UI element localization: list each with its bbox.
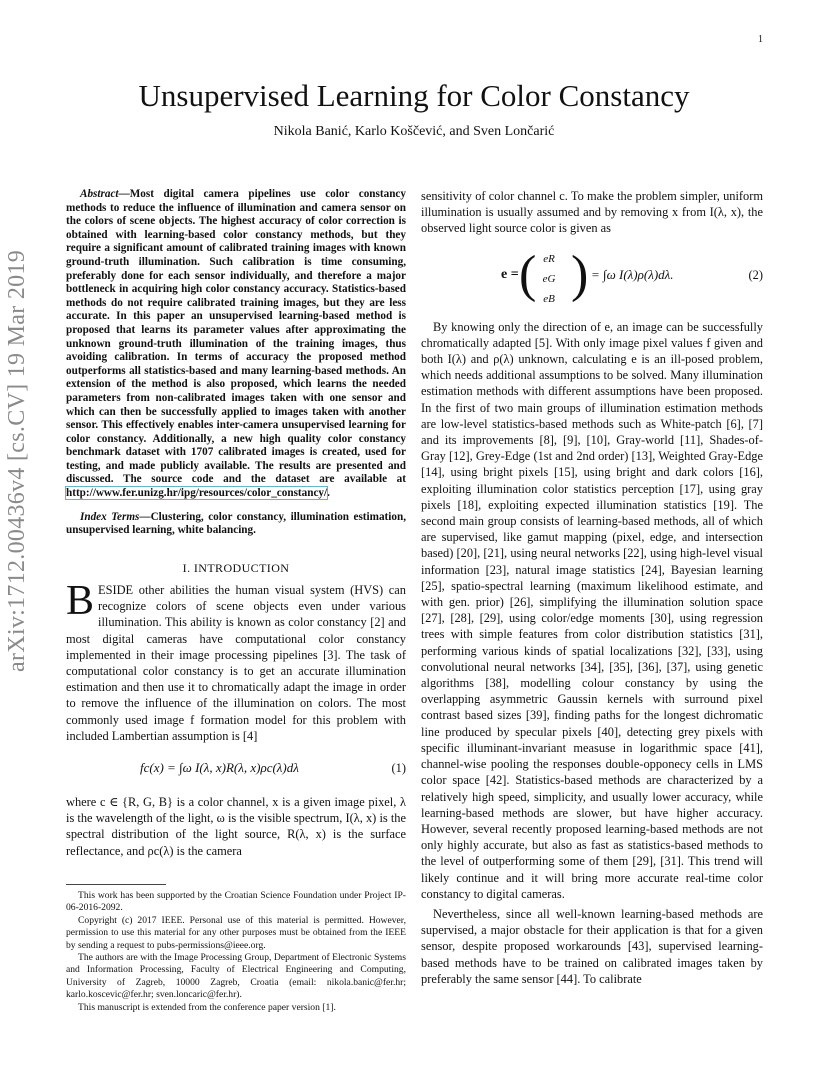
footnotes [66,890,406,1014]
footnote-funding: This work has been supported by the Croatian Science Foundation under Project IP-06-2016-2092. [66,890,406,914]
intro-paragraph-1 [66,578,406,744]
page-number: 1 [758,34,763,45]
vector-entry-r: eR [543,252,555,265]
index-terms-text: —Clustering, color constancy, illumination estimation, unsupervised learning, white balancing. [66,510,406,537]
vector-entry-g: eG [542,272,556,285]
intro-paragraph-2: where c ∈ {R, G, B} is a color channel, x is a given image pixel, λ is the wavelength of the light, ω is the visible spectrum, I(λ, x) is the spectral distribution of the light source, R(λ, x) is the surface reflectance, and ρc(λ) is the camera [66,795,406,858]
index-terms [66,511,406,538]
equation-2-vector [527,249,571,309]
footnote-affiliation: The authors are with the Image Processing Group, Department of Electronic Systems and Information Processing, Faculty of Electrical Engineering and Computing, University of Zagreb, 10000 Zagreb, Croatia (email: nikola.banic@fer.hr; karlo.koscevic@fer.hr; sven.loncaric@fer.hr). [66,952,406,1001]
abstract-end: . [327,487,330,500]
arxiv-stamp: arXiv:1712.00436v4 [cs.CV] 19 Mar 2019 [4,249,30,672]
equation-2-rhs: = ∫ω I(λ)ρ(λ)dλ. [591,266,674,282]
footnote-extension: This manuscript is extended from the conference paper version [1]. [78,1001,336,1013]
equation-1-number: (1) [391,761,406,776]
paper-authors: Nikola Banić, Karlo Koščević, and Sven Lončarić [273,124,555,139]
right-paragraph-1: By knowing only the direction of e, an image can be successfully chromatically adapted [5]. With only image pixel values f given and both I(λ) and ρ(λ) unknown, calculating e is an ill-posed problem, which needs additional assumptions to be solved. Many illumination estimation methods with different assumptions have been proposed. In the first of two main groups of illumination estimation methods are low-level statistics-based methods such as White-patch [6], [7] and its improvements [8], [9], [10], Gray-world [11], Shades-of-Gray [12], Grey-Edge (1st and 2nd order) [13], Weighted Gray-Edge [14], using bright pixels [15], using bright and dark colors [16], exploiting illumination color statistics perception [17], using gray pixels [18], exploiting expected illumination statistics [19]. The second main group consists of learning-based methods, all of which are supervised, like gamut mapping (pixel, edge, and intersection based) [20], [21], using neural networks [22], using high-level visual information [23], natural image statistics [24], Bayesian learning [25], spatio-spectral learning (maximum likelihood estimate, and with gen. prior) [26], simplifying the illumination solution space [27], [28], [29], using color/edge moments [30], using regression trees with simple features from color distribution statistics [31], performing various kinds of spatial localizations [32], [33], using convolutional neural networks [34], [35], [36], [37], using genetic algorithms [38], modelling colour constancy by using the overlapping asymmetric Gaussin kernels with surround pixel contrast based sizes [39], finding paths for the longest dichromatic line produced by specular pixels [40], detecting grey pixels with specific illuminant-invariant measuse in logarithmic space [41], channel-wise pooling the responses double-opponecy cells in LMS color space [42]. Statistics-based methods are characterized by a relatively high speed, simplicity, and usually lower accuracy, while learning-based methods are slower, but have higher accuracy. However, several recently proposed learning-based methods are not only highly accurate, but also as fast as statistics-based methods to the level of outperforming some of them [29], [31]. This trend will likely continue and it will bring more accurate real-time color constancy to digital cameras. [421,319,763,901]
right-paragraph-2: Nevertheless, since all well-known learning-based methods are supervised, a major obstacle for their application is that for a given sensor, despite proposed workarounds [43], supervised learning-based methods have to be trained on calibrated images taken by preferably the same sensor [44]. To calibrate [421,906,763,986]
drop-cap: B [66,578,95,625]
footnote-copyright: Copyright (c) 2017 IEEE. Personal use of this material is permitted. However, permission to use this material for any other purposes must be obtained from the IEEE by sending a request to pubs-permissions@ieee.org. [66,914,406,951]
abstract-text: —Most digital camera pipelines use color constancy methods to reduce the influence of illumination and camera sensor on the colors of scene objects. The highest accuracy of color correction is obtained with learning-based color constancy methods, but they require a significant amount of calibrated training images with known ground-truth illumination. Such calibration is time consuming, preferably done for each sensor individually, and therefore a major bottleneck in acquiring high color constancy accuracy. Statistics-based methods do not require calibrated training images, but they are less accurate. In this paper an unsupervised learning-based method is proposed that learns its parameter values after approximating the unknown ground-truth illumination of the training images, thus avoiding calibration. In terms of accuracy the proposed method outperforms all statistics-based and many learning-based methods. An extension of the method is also proposed, which learns the needed parameters from non-calibrated images taken with one sensor and which can then be successfully applied to images taken with another sensor. This effectively enables inter-camera unsupervised learning for color constancy. Additionally, a new high quality color constancy benchmark dataset with 1707 calibrated images is created, used for testing, and made publicly available. The results are presented and discussed. The source code and the dataset are available at [66,188,406,486]
equation-2-lhs: e = [501,266,519,282]
dataset-link[interactable]: http://www.fer.unizg.hr/ipg/resources/color_constancy/ [66,487,328,500]
equation-2-number: (2) [748,267,763,282]
equation-2 [421,245,763,311]
abstract [66,188,406,501]
left-column [66,188,406,859]
paper-title: Unsupervised Learning for Color Constancy [138,78,690,113]
section-heading: I. INTRODUCTION [182,560,290,575]
right-paragraph-0: sensitivity of color channel c. To make the problem simpler, uniform illumination is usually assumed and by removing x from I(λ, x), the observed light source color is given as [421,189,763,236]
footnote-rule [66,884,166,885]
vector-entry-b: eB [543,292,555,305]
intro-p1-text: ESIDE other abilities the human visual system (HVS) can recognize colors of scene objects even under various illumination. This ability is known as color constancy [2] and most digital cameras have computational color constancy implemented in their image processing pipelines [3]. The task of computational color constancy is to get an accurate illumination estimation and then use it to chromatically adapt the image in order to remove the influence of the illumination on colors. The most commonly used image f formation model for this problem with included Lambertian assumption is [4] [66,583,406,743]
right-paren: ) [571,245,589,303]
left-paren: ( [519,245,537,303]
abstract-label: Abstract [80,188,119,200]
index-terms-label: Index Terms [80,510,140,523]
equation-1 [66,752,406,786]
equation-1-expression: fc(x) = ∫ω I(λ, x)R(λ, x)ρc(λ)dλ [140,760,299,776]
right-column [421,188,763,987]
